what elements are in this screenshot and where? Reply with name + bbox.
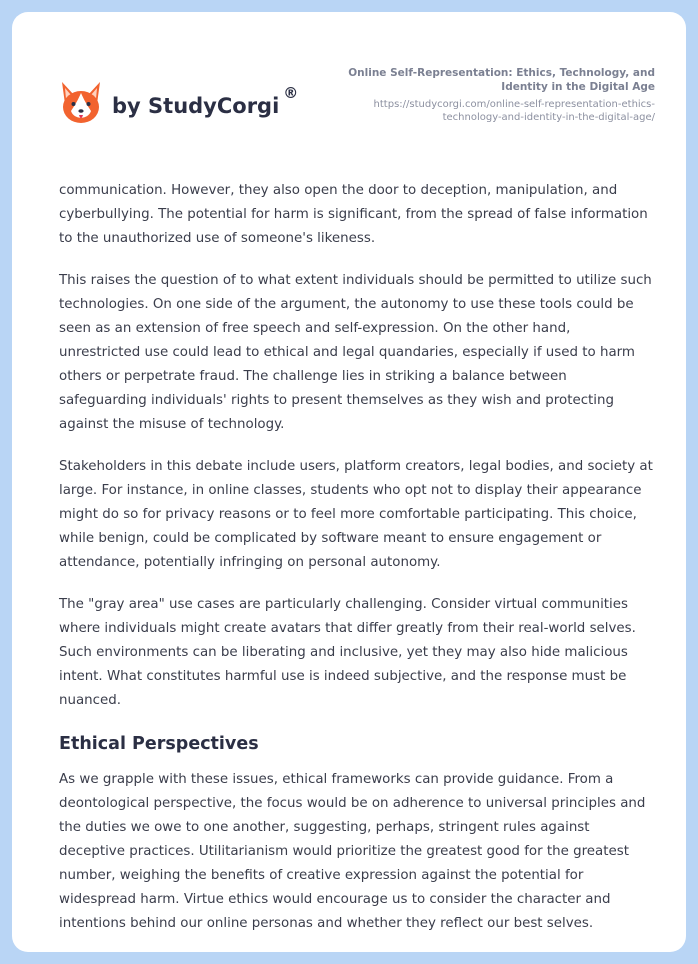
- corgi-icon: [59, 80, 103, 126]
- section-heading: Ethical Perspectives: [59, 734, 259, 754]
- paragraph: Stakeholders in this debate include users, platform creators, legal bodies, and society at large. For instance, in online classes, students who opt not to display their appearance might do so for privacy reasons or to feel more comfortable participating. This choice, while benign, could be complicated by software meant to ensure engagement or attendance, potentially infringing on personal autonomy.: [59, 459, 653, 570]
- source-title: Online Self-Representation: Ethics, Technology, and Identity in the Digital Age: [348, 67, 655, 93]
- source-info: [325, 66, 655, 124]
- paragraph: communication. However, they also open the door to deception, manipulation, and cyberbullying. The potential for harm is significant, from the spread of false information to the unauthorized use of someone's likeness.: [59, 183, 648, 246]
- paragraph: This raises the question of to what extent individuals should be permitted to utilize such technologies. On one side of the argument, the autonomy to use these tools could be seen as an extension of free speech and self-expression. On the other hand, unrestricted use could lead to ethical and legal quandaries, especially if used to harm others or perpetrate fraud. The challenge lies in striking a balance between safeguarding individuals' rights to present themselves as they wish and protecting against the misuse of technology.: [59, 273, 652, 432]
- paragraph: The "gray area" use cases are particularly challenging. Consider virtual communities where individuals might create avatars that differ greatly from their real-world selves. Such environments can be liberating and inclusive, yet they may also hide malicious intent. What constitutes harmful use is indeed subjective, and the response must be nuanced.: [59, 597, 636, 708]
- registered-mark: ®: [283, 84, 299, 102]
- studycorgi-logo[interactable]: [59, 76, 298, 130]
- logo-text: by StudyCorgi: [112, 94, 280, 118]
- paragraph: As we grapple with these issues, ethical frameworks can provide guidance. From a deontological perspective, the focus would be on adherence to universal principles and the duties we owe to one another, suggesting, perhaps, stringent rules against deceptive practices. Utilitarianism would prioritize the greatest good for the greatest number, weighing the benefits of creative expression against the potential for widespread harm. Virtue ethics would encourage us to consider the character and intentions behind our online personas and whether they reflect our best selves.: [59, 772, 646, 931]
- document-page: [12, 12, 686, 952]
- source-url[interactable]: https://studycorgi.com/online-self-representation-ethics-technology-and-identity-in-the-digital-age/: [373, 99, 655, 123]
- page-header: [12, 12, 686, 162]
- article-body: [59, 179, 653, 952]
